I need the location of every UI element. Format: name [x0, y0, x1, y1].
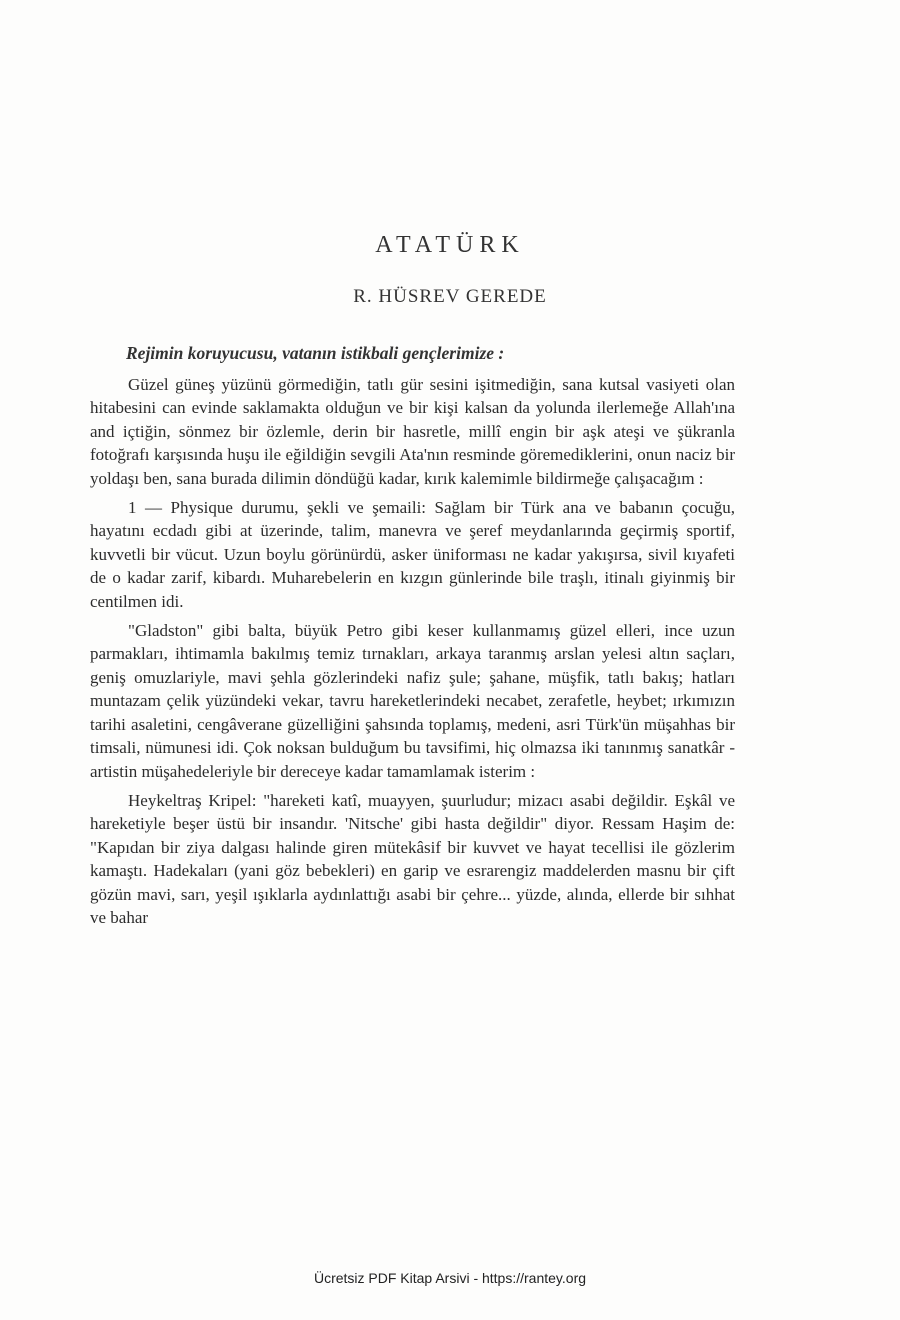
- dedication-line: Rejimin koruyucusu, vatanın istikbali gençlerimize :: [126, 343, 505, 363]
- body-text: [90, 340, 735, 935]
- paragraph-3: "Gladston" gibi balta, büyük Petro gibi keser kullanmamış güzel elleri, ince uzun parmakları, ihtimamla bakılmış temiz tırnakları, arkaya taranmış arslan yelesi altın saçları, geniş omuzlariyle, mavi şehla gözlerindeki nafiz şule; şahane, müşfik, tatlı bakış; hatları muntazam çelik yüzündeki vekar, tavru hareketlerindeki necabet, zerafetle, heybet; ırkımızın tarihi asaletini, cengâverane güzelliğini şahsında toplamış, medeni, asri Türk'ün müşahhas bir timsali, nümunesi idi. Çok noksan bulduğum bu tavsifimi, hiç olmazsa iki tanınmış sanatkâr - artistin müşahedeleriyle bir dereceye kadar tamamlamak isterim :: [90, 621, 735, 781]
- page-title: ATATÜRK: [375, 232, 525, 258]
- author-name: R. HÜSREV GEREDE: [353, 286, 547, 307]
- paragraph-1: Güzel güneş yüzünü görmediğin, tatlı gür sesini işitmediğin, sana kutsal vasiyeti olan hitabesini can evinde saklamakta olduğun ve bir kişi kalsan da yolunda ilerlemeğe Allah'ına and içtiğin, sönmez bir özlemle, derin bir hasretle, millî engin bir aşk ateşi ve şükranla fotoğrafı karşısında huşu ile eğildiğin sevgili Ata'nın resminde göremediklerini, onun naciz bir yoldaşı ben, sana burada dilimin döndüğü kadar, kırık kalemimle bildirmeğe çalışacağım :: [90, 375, 735, 488]
- paragraph-2: 1 — Physique durumu, şekli ve şemaili: Sağlam bir Türk ana ve babanın çocuğu, hayatını ecdadı gibi at üzerinde, talim, manevra ve şeref meydanlarında geçirmiş sportif, kuvvetli bir vücut. Uzun boylu görünürdü, asker üniforması ne kadar yakışırsa, sivil kıyafeti de o kadar zarif, kibardı. Muharebelerin en kızgın günlerinde bile traşlı, itinalı giyinmiş bir centilmen idi.: [90, 498, 735, 611]
- paragraph-4: Heykeltraş Kripel: "hareketi katî, muayyen, şuurludur; mizacı asabi değildir. Eşkâl ve hareketiyle beşer üstü bir insandır. 'Nitsche' gibi hasta değildir" diyor. Ressam Haşim de: "Kapıdan bir ziya dalgası halinde giren mütekâsif bir kuvvet ve hayat tecellisi ile gözlerim kamaştı. Hadekaları (yani göz bebekleri) en garip ve esrarengiz maddelerden masnu bir çift gözün mavi, sarı, yeşil ışıklarla aydınlattığı asabi bir çehre... yüzde, alında, ellerde bir sıhhat ve bahar: [90, 790, 735, 927]
- footer-link-text: Ücretsiz PDF Kitap Arsivi - https://rantey.org: [313, 1270, 587, 1286]
